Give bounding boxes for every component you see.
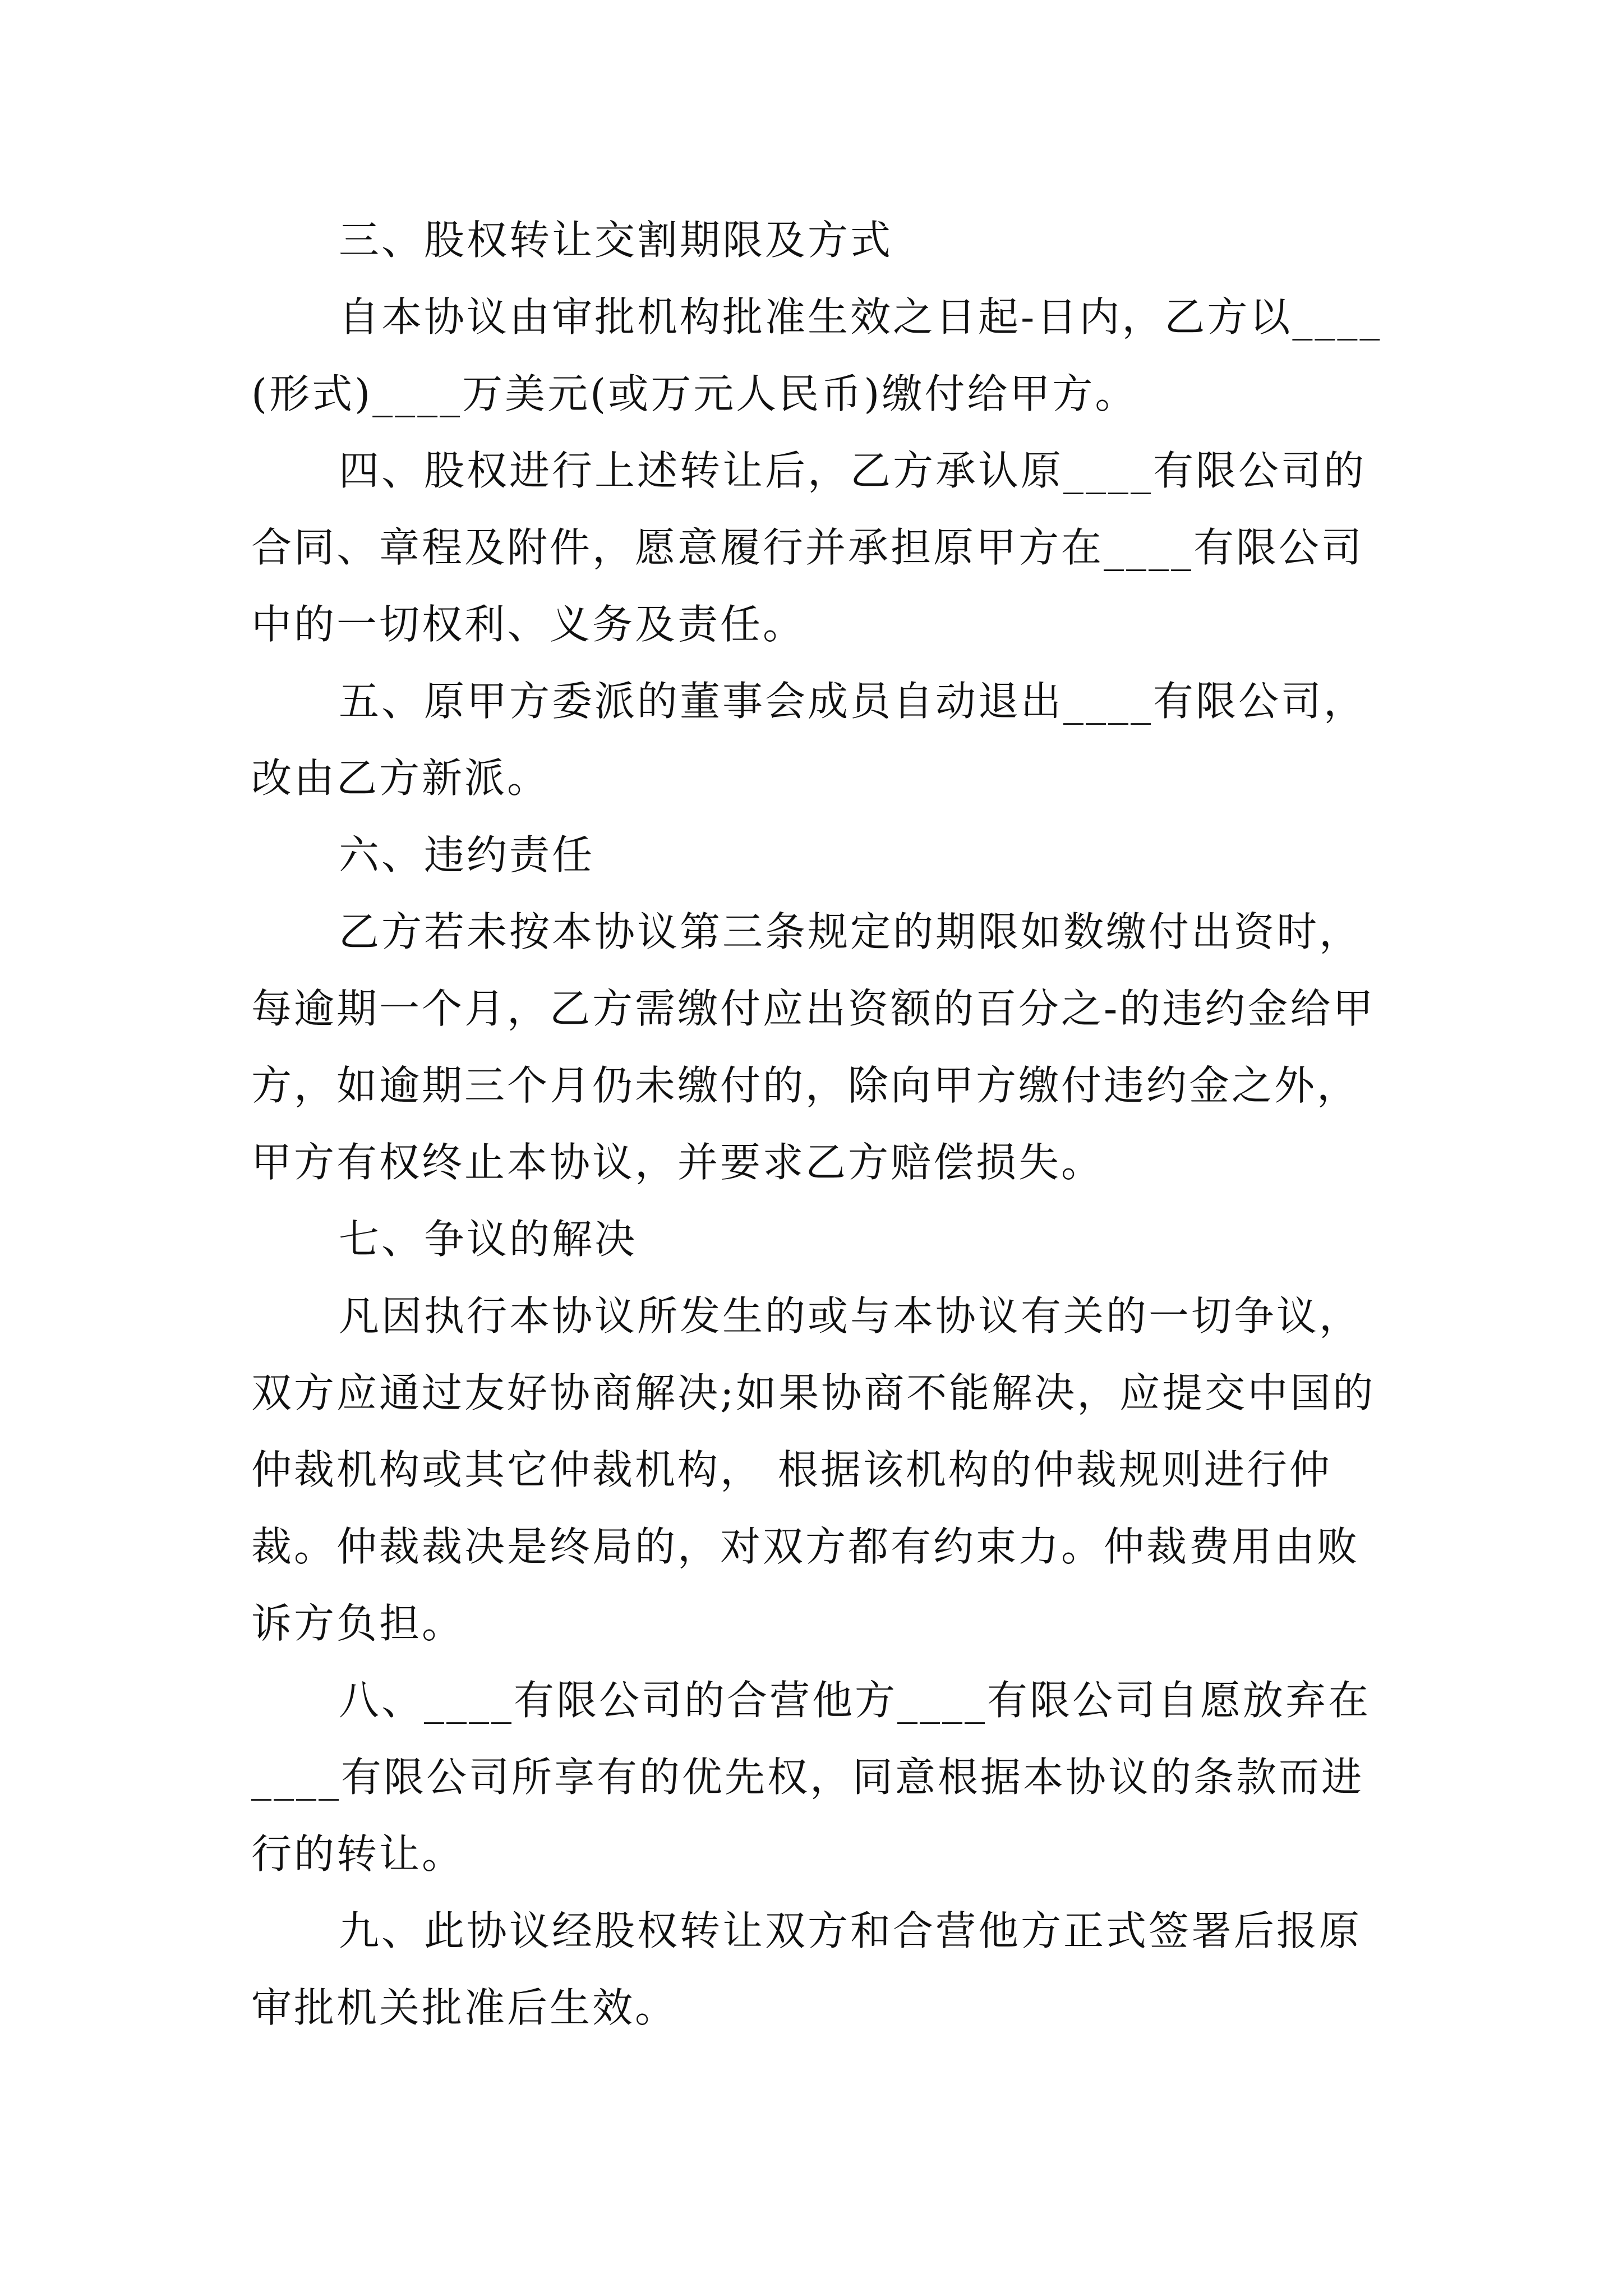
paragraph-breach-liability: 乙方若未按本协议第三条规定的期限如数缴付出资时，每逾期一个月，乙方需缴付应出资额的百分之-的违约金给甲方，如逾期三个月仍未缴付的，除向甲方缴付违约金之外，甲方有权终止本协议，并要求乙方赔偿损失。: [251, 908, 1376, 1186]
section-heading-7: 七、争议的解决: [339, 1216, 638, 1263]
paragraph-section-8: 八、____有限公司的合营他方____有限公司自愿放弃在____有限公司所享有的优先权，同意根据本协议的条款而进行的转让。: [251, 1677, 1371, 1878]
section-heading-6: 六、违约责任: [339, 831, 595, 878]
section-heading-3: 三、股权转让交割期限及方式: [339, 217, 893, 264]
document-body: [251, 202, 1384, 2046]
paragraph-payment-terms: 自本协议由审批机构批准生效之日起-日内，乙方以____(形式)____万美元(或万元人民币)缴付给甲方。: [251, 293, 1382, 417]
paragraph-section-4: 四、股权进行上述转让后，乙方承认原____有限公司的合同、章程及附件，愿意履行并承担原甲方在____有限公司中的一切权利、义务及责任。: [251, 447, 1367, 648]
paragraph-section-5: 五、原甲方委派的董事会成员自动退出____有限公司，改由乙方新派。: [251, 678, 1367, 802]
paragraph-dispute-resolution: 凡因执行本协议所发生的或与本协议有关的一切争议，双方应通过友好协商解决;如果协商不能解决，应提交中国的仲裁机构或其它仲裁机构， 根据该机构的仲裁规则进行仲裁。仲裁裁决是终局的，对双方都有约束力。仲裁费用由败诉方负担。: [251, 1292, 1376, 1647]
paragraph-section-9: 九、此协议经股权转让双方和合营他方正式签署后报原审批机关批准后生效。: [251, 1907, 1362, 2031]
